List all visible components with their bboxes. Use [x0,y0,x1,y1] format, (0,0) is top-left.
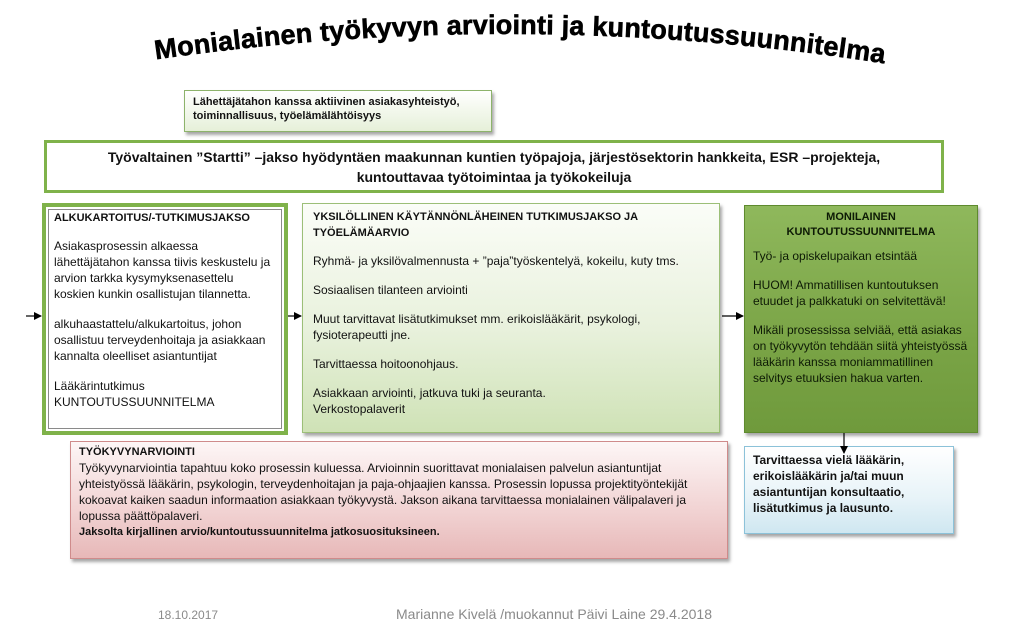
collaboration-box [184,90,492,132]
initial-assessment-p3-line1: Lääkärintutkimus [54,379,145,393]
collaboration-line-2: toiminnallisuus, työelämälähtöisyys [193,110,382,122]
individual-study-box [302,203,720,433]
initial-assessment-p3-line2: KUNTOUTUSSUUNNITELMA [54,395,215,409]
rehab-plan-header [753,210,969,240]
individual-study-p5-line1: Asiakkaan arviointi, jatkuva tuki ja seuranta. [313,386,546,400]
rehab-plan-p1: Työ- ja opiskelupaikan etsintää [753,249,918,263]
footer-date: 18.10.2017 [158,608,219,622]
work-ability-text: Työkyvynarviointia tapahtuu koko prosessin kuluessa. Arvioinnin suorittavat monialaisen palvelun asiantuntijat yhteistyössä lääkärin, psykologin, terveydenhoitajan ja paja-ohjaajien kanssa. Prosessin lopussa projektityöntekijät kokoavat kaiken saadun informaation asiakkaan työkyvystä. Jakson aikana tarvittaessa monialainen välipalaveri ja lopussa päättöpalaveri. [79,461,688,523]
diagram-title [140,8,900,78]
individual-study-p5-line2: Verkostopalaverit [313,402,406,416]
rehab-plan-header-line1: MONILAINEN [826,211,896,223]
work-ability-box [70,441,728,559]
consultation-box [744,446,954,534]
individual-study-header: YKSILÖLLINEN KÄYTÄNNÖNLÄHEINEN TUTKIMUSJAKSO JA TYÖELÄMÄARVIO [313,211,638,239]
consultation-text: Tarvittaessa vielä lääkärin, erikoislääkärin ja/tai muun asiantuntijan konsultaatio, lisätutkimus ja lausunto. [753,453,905,515]
individual-study-p4: Tarvittaessa hoitoonohjaus. [313,357,459,371]
startti-line-2: kuntouttavaa työtoimintaa ja työkokeiluja [356,169,632,185]
rehab-plan-p2: HUOM! Ammatillisen kuntoutuksen etuudet ja palkkatuki on selvitettävä! [753,278,946,308]
initial-assessment-header: ALKUKARTOITUS/-TUTKIMUSJAKSO [54,212,250,224]
rehab-plan-box [744,205,978,433]
initial-assessment-p1: Asiakasprosessin alkaessa lähettäjätahon kanssa tiivis keskustelu ja arvion tarkka kysymyksenasettelu koskien kunkin osallistujan tilannetta. [54,239,271,301]
footer-author: Marianne Kivelä /muokannut Päivi Laine 29.4.2018 [396,606,712,622]
individual-study-p3: Muut tarvittavat lisätutkimukset mm. erikoislääkärit, psykologi, fysioterapeutti jne. [313,312,641,342]
individual-study-p1: Ryhmä- ja yksilövalmennusta + ”paja”työskentelyä, kokeilu, kuty tms. [313,254,679,268]
startti-line-1: Työvaltainen ”Startti” –jakso hyödyntäen maakunnan kuntien työpajoja, järjestösektorin hankkeita, ESR –projekteja, [107,149,881,165]
individual-study-p2: Sosiaalisen tilanteen arviointi [313,283,468,297]
svg-text:Monialainen työkyvyn arviointi [152,10,888,69]
initial-assessment-p2: alkuhaastattelu/alkukartoitus, johon osallistuu terveydenhoitaja ja asiakkaan kannalta oleelliset asiantuntijat [54,317,266,363]
work-ability-summary: Jaksolta kirjallinen arvio/kuntoutussuunnitelma jatkosuosituksineen. [79,526,440,538]
collaboration-line-1: Lähettäjätahon kanssa aktiivinen asiakasyhteistyö, [193,96,460,108]
startti-box [44,140,944,193]
initial-assessment-box [42,203,288,435]
rehab-plan-p3: Mikäli prosessissa selviää, että asiakas on työkyvytön tehdään siitä yhteistyössä lääkärin kanssa moniammatillinen selvitys etuuksien hakua varten. [753,323,968,385]
rehab-plan-header-line2: KUNTOUTUSSUUNNITELMA [786,226,936,238]
title-text: Monialainen työkyvyn arviointi ja kuntoutussuunnitelma [152,9,888,70]
work-ability-header: TYÖKYVYNARVIOINTI [79,446,195,458]
